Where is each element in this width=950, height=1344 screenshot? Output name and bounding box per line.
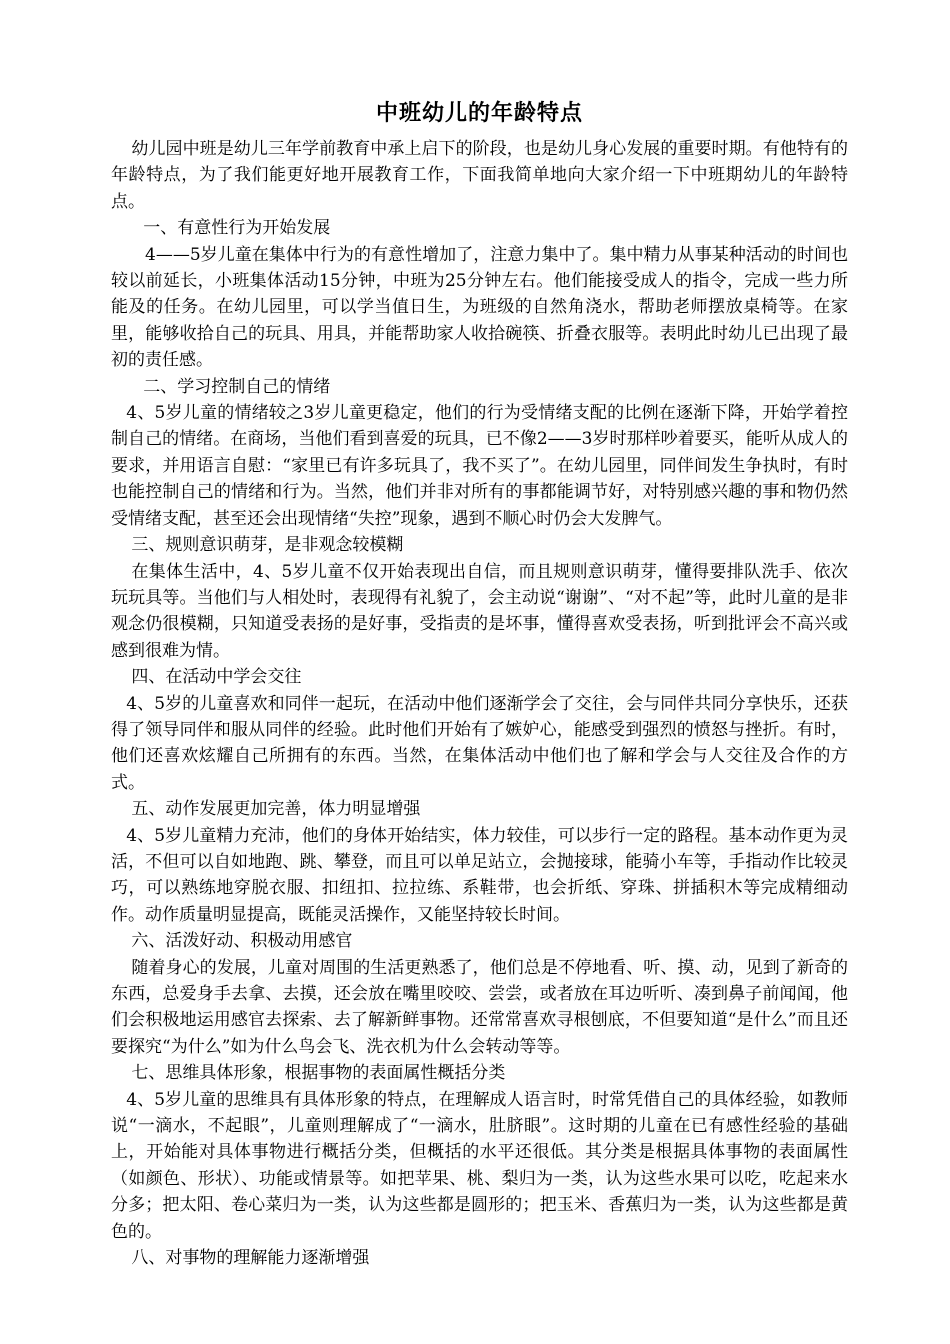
section-heading-1: 一、有意性行为开始发展 — [143, 218, 331, 239]
section-heading-3: 三、规则意识萌芽，是非观念较模糊 — [131, 535, 404, 556]
section-heading-5: 五、动作发展更加完善，体力明显增强 — [131, 799, 421, 820]
section-heading-7: 七、思维具体形象，根据事物的表面属性概括分类 — [131, 1063, 506, 1084]
section-body-7: 4、5岁儿童的思维具有具体形象的特点，在理解成人语言时，时常凭借自己的具体经验，如教师说“一滴水，不起眼”，儿童则理解成了“一滴水，肚脐眼”。这时期的儿童在已有感性经验的基础上，开始能对具体事物进行概括分类，但概括的水平还很低。其分类是根据具体事物的表面属性（如颜色、形状）、功能或情景等。如把苹果、桃、梨归为一类，认为这些水果可以吃，吃起来水分多；把太阳、卷心菜归为一类，认为这些都是圆形的；把玉米、香蕉归为一类，认为这些都是黄色的。 — [111, 1089, 848, 1242]
section-body-3: 在集体生活中，4、5岁儿童不仅开始表现出自信，而且规则意识萌芽，懂得要排队洗手、依次玩玩具等。当他们与人相处时，表现得有礼貌了，会主动说“谢谢”、“对不起”等，此时儿童的是非观念仍很模糊，只知道受表扬的是好事，受指责的是坏事，懂得喜欢受表扬，听到批评会不高兴或感到很难为情。 — [111, 561, 848, 661]
section-body-5: 4、5岁儿童精力充沛，他们的身体开始结实，体力较佳，可以步行一定的路程。基本动作更为灵活，不但可以自如地跑、跳、攀登，而且可以单足站立，会抛接球，能骑小车等，手指动作比较灵巧，可以熟练地穿脱衣服、扣纽扣、拉拉练、系鞋带，也会折纸、穿珠、拼插积木等完成精细动作。动作质量明显提高，既能灵活操作，又能坚持较长时间。 — [111, 825, 848, 925]
section-body-4: 4、5岁的儿童喜欢和同伴一起玩，在活动中他们逐渐学会了交往，会与同伴共同分享快乐，还获得了领导同伴和服从同伴的经验。此时他们开始有了嫉妒心，能感受到强烈的愤怒与挫折。有时，他们还喜欢炫耀自己所拥有的东西。当然，在集体活动中他们也了解和学会与人交往及合作的方式。 — [111, 693, 848, 793]
section-body-1: 4——5岁儿童在集体中行为的有意性增加了，注意力集中了。集中精力从事某种活动的时间也较以前延长，小班集体活动15分钟，中班为25分钟左右。他们能接受成人的指令，完成一些力所能及的任务。在幼儿园里，可以学当值日生，为班级的自然角浇水，帮助老师摆放桌椅等。在家里，能够收拾自己的玩具、用具，并能帮助家人收拾碗筷、折叠衣服等。表明此时幼儿已出现了最初的责任感。 — [111, 244, 848, 371]
document-title: 中班幼儿的年龄特点 — [375, 100, 583, 126]
document-body — [111, 136, 848, 1271]
section-body-2: 4、5岁儿童的情绪较之3岁儿童更稳定，他们的行为受情绪支配的比例在逐渐下降，开始学着控制自己的情绪。在商场，当他们看到喜爱的玩具，已不像2——3岁时那样吵着要买，能听从成人的要求，并用语言自慰：“家里已有许多玩具了，我不买了”。在幼儿园里，同伴间发生争执时，有时也能控制自己的情绪和行为。当然，他们并非对所有的事都能调节好，对特别感兴趣的事和物仍然受情绪支配，甚至还会出现情绪“失控”现象，遇到不顺心时仍会大发脾气。 — [111, 403, 848, 529]
section-body-6: 随着身心的发展，儿童对周围的生活更熟悉了，他们总是不停地看、听、摸、动，见到了新奇的东西，总爱身手去拿、去摸，还会放在嘴里咬咬、尝尝，或者放在耳边听听、凑到鼻子前闻闻，他们会积极地运用感官去探索、去了解新鲜事物。还常常喜欢寻根刨底，不但要知道“是什么”而且还要探究“为什么”如为什么鸟会飞、洗衣机为什么会转动等等。 — [111, 957, 848, 1057]
intro-paragraph: 幼儿园中班是幼儿三年学前教育中承上启下的阶段，也是幼儿身心发展的重要时期。有他特有的年龄特点，为了我们能更好地开展教育工作，下面我简单地向大家介绍一下中班期幼儿的年龄特点。 — [111, 139, 848, 212]
section-heading-6: 六、活泼好动、积极动用感官 — [131, 931, 353, 952]
section-heading-4: 四、在活动中学会交往 — [131, 667, 302, 688]
section-heading-8: 八、对事物的理解能力逐渐增强 — [131, 1248, 370, 1269]
section-heading-2: 二、学习控制自己的情绪 — [143, 376, 331, 397]
